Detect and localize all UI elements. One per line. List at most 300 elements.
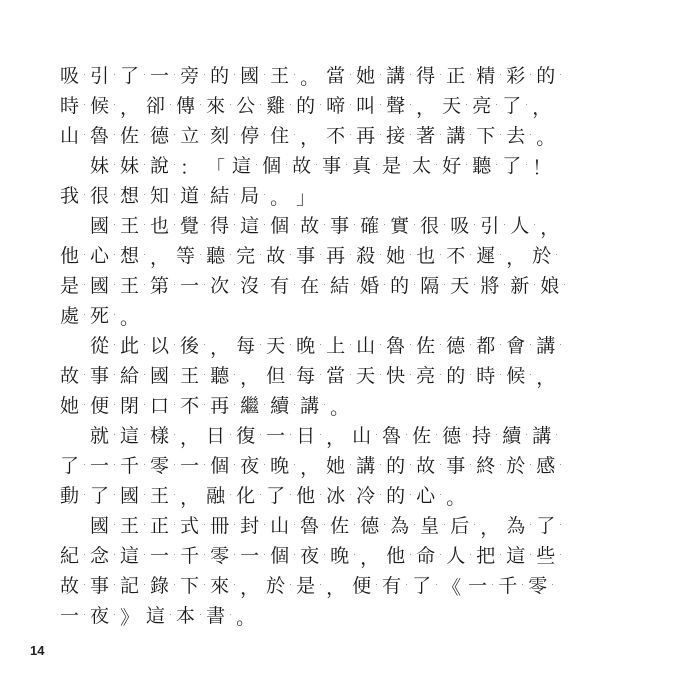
zhuyin-annotation: · (143, 132, 146, 139)
character-with-zhuyin: 娘 · (540, 275, 569, 297)
zhuyin-annotation: · (83, 372, 86, 379)
zhuyin-annotation: · (83, 72, 86, 79)
character-with-zhuyin: 心 · (416, 485, 445, 507)
zhuyin-annotation: · (173, 582, 176, 589)
punctuation: 。 (536, 126, 556, 149)
zhuyin-annotation: · (83, 492, 86, 499)
zhuyin-annotation: · (323, 282, 326, 289)
zhuyin-annotation: · (405, 582, 408, 589)
character-with-zhuyin: 再 · (356, 125, 385, 147)
zhuyin-annotation: · (499, 72, 502, 79)
character-with-zhuyin: 妹 · (120, 155, 149, 177)
character-with-zhuyin: 局 · (240, 185, 269, 207)
zhuyin-annotation: · (203, 192, 206, 199)
zhuyin-annotation: · (173, 552, 176, 559)
zhuyin-annotation: · (319, 372, 322, 379)
character-with-zhuyin: 了 · (90, 485, 119, 507)
character-with-zhuyin: 的 · (386, 485, 415, 507)
zhuyin-annotation: · (409, 102, 412, 109)
zhuyin-annotation: · (465, 432, 468, 439)
text-line (90, 421, 562, 451)
character-with-zhuyin: 一 · (240, 545, 269, 567)
text-line (60, 571, 558, 601)
character-with-zhuyin: 后 · (450, 515, 479, 537)
zhuyin-annotation: · (255, 162, 258, 169)
zhuyin-annotation: · (293, 282, 296, 289)
character-with-zhuyin: 天 · (450, 275, 479, 297)
zhuyin-annotation: · (83, 252, 86, 259)
zhuyin-annotation: · (323, 222, 326, 229)
zhuyin-annotation: · (409, 132, 412, 139)
character-with-zhuyin: 以 · (150, 335, 179, 357)
character-with-zhuyin: 晚 · (270, 455, 299, 477)
punctuation: 。 (270, 186, 290, 209)
character-with-zhuyin: 講 · (386, 65, 415, 87)
character-with-zhuyin: 持 · (472, 425, 501, 447)
punctuation: 」 (296, 186, 316, 209)
character-with-zhuyin: 將 · (480, 275, 509, 297)
zhuyin-annotation: · (233, 402, 236, 409)
character-with-zhuyin: 實 · (390, 215, 419, 237)
character-with-zhuyin: 他 · (60, 245, 89, 267)
character-with-zhuyin: 傳 · (176, 95, 205, 117)
zhuyin-annotation: · (203, 372, 206, 379)
character-with-zhuyin: 王 · (150, 485, 179, 507)
zhuyin-annotation: · (143, 192, 146, 199)
punctuation: ， (326, 576, 346, 599)
character-with-zhuyin: 的 · (390, 275, 419, 297)
zhuyin-annotation: · (113, 612, 116, 619)
zhuyin-annotation: · (559, 462, 562, 469)
zhuyin-annotation: · (143, 222, 146, 229)
zhuyin-annotation: · (113, 192, 116, 199)
zhuyin-annotation: · (285, 162, 288, 169)
zhuyin-annotation: · (473, 282, 476, 289)
zhuyin-annotation: · (349, 342, 352, 349)
character-with-zhuyin: 每 · (236, 335, 265, 357)
zhuyin-annotation: · (469, 462, 472, 469)
character-with-zhuyin: 千 · (180, 545, 209, 567)
zhuyin-annotation: · (113, 492, 116, 499)
zhuyin-annotation: · (263, 462, 266, 469)
punctuation: 。 (120, 306, 140, 329)
zhuyin-annotation: · (293, 522, 296, 529)
zhuyin-annotation: · (435, 432, 438, 439)
character-with-zhuyin: 此 · (120, 335, 149, 357)
text-line (60, 391, 356, 421)
zhuyin-annotation: · (499, 342, 502, 349)
zhuyin-annotation: · (203, 462, 206, 469)
character-with-zhuyin: 講 · (300, 395, 329, 417)
zhuyin-annotation: · (113, 432, 116, 439)
zhuyin-annotation: · (199, 252, 202, 259)
text-line (90, 211, 566, 241)
page-number: 14 (30, 643, 45, 658)
zhuyin-annotation: · (383, 522, 386, 529)
zhuyin-annotation: · (379, 132, 382, 139)
character-with-zhuyin: 千 · (120, 455, 149, 477)
character-with-zhuyin: 晚 · (296, 335, 325, 357)
zhuyin-annotation: · (521, 582, 524, 589)
character-with-zhuyin: 一 · (180, 275, 209, 297)
character-with-zhuyin: 王 · (120, 215, 149, 237)
zhuyin-annotation: · (383, 222, 386, 229)
zhuyin-annotation: · (233, 552, 236, 559)
character-with-zhuyin: 這 · (120, 425, 149, 447)
character-with-zhuyin: 零 · (210, 545, 239, 567)
zhuyin-annotation: · (439, 342, 442, 349)
character-with-zhuyin: 故 · (60, 365, 89, 387)
zhuyin-annotation: · (143, 72, 146, 79)
zhuyin-annotation: · (83, 312, 86, 319)
zhuyin-annotation: · (259, 342, 262, 349)
punctuation: 。 (236, 606, 256, 629)
zhuyin-annotation: · (289, 252, 292, 259)
zhuyin-annotation: · (263, 192, 266, 199)
zhuyin-annotation: · (379, 462, 382, 469)
punctuation: ， (480, 516, 500, 539)
zhuyin-annotation: · (83, 612, 86, 619)
punctuation: ， (120, 96, 140, 119)
character-with-zhuyin: 夜 · (90, 605, 119, 627)
zhuyin-annotation: · (203, 72, 206, 79)
character-with-zhuyin: 就 · (90, 425, 119, 447)
character-with-zhuyin: 引 · (480, 215, 509, 237)
zhuyin-annotation: · (469, 372, 472, 379)
zhuyin-annotation: · (529, 372, 532, 379)
zhuyin-annotation: · (113, 72, 116, 79)
zhuyin-annotation: · (173, 462, 176, 469)
zhuyin-annotation: · (173, 372, 176, 379)
zhuyin-annotation: · (469, 132, 472, 139)
zhuyin-annotation: · (143, 342, 146, 349)
zhuyin-annotation: · (409, 462, 412, 469)
character-with-zhuyin: 終 · (476, 455, 505, 477)
zhuyin-annotation: · (469, 72, 472, 79)
zhuyin-annotation: · (529, 552, 532, 559)
zhuyin-annotation: · (263, 72, 266, 79)
zhuyin-annotation: · (113, 402, 116, 409)
punctuation: ， (180, 426, 200, 449)
character-with-zhuyin: 著 · (416, 125, 445, 147)
character-with-zhuyin: 個 · (270, 215, 299, 237)
character-with-zhuyin: 個 · (270, 545, 299, 567)
zhuyin-annotation: · (173, 282, 176, 289)
character-with-zhuyin: 第 · (150, 275, 179, 297)
character-with-zhuyin: 的 · (386, 455, 415, 477)
character-with-zhuyin: 日 · (206, 425, 235, 447)
text-line (60, 601, 262, 631)
character-with-zhuyin: 每 · (296, 365, 325, 387)
zhuyin-annotation: · (229, 432, 232, 439)
zhuyin-annotation: · (379, 72, 382, 79)
zhuyin-annotation: · (559, 522, 562, 529)
character-with-zhuyin: 記 · (120, 575, 149, 597)
zhuyin-annotation: · (533, 222, 536, 229)
character-with-zhuyin: 命 · (416, 545, 445, 567)
character-with-zhuyin: 山 · (352, 425, 381, 447)
character-with-zhuyin: 故 · (60, 575, 89, 597)
zhuyin-annotation: · (113, 312, 116, 319)
zhuyin-annotation: · (203, 222, 206, 229)
character-with-zhuyin: 這 · (232, 155, 261, 177)
zhuyin-annotation: · (439, 492, 442, 499)
character-with-zhuyin: 聽 · (206, 245, 235, 267)
character-with-zhuyin: 零 · (528, 575, 557, 597)
character-with-zhuyin: 候 · (90, 95, 119, 117)
zhuyin-annotation: · (233, 132, 236, 139)
character-with-zhuyin: 聲 · (386, 95, 415, 117)
character-with-zhuyin: 妹 · (90, 155, 119, 177)
character-with-zhuyin: 一 · (266, 425, 295, 447)
zhuyin-annotation: · (465, 102, 468, 109)
character-with-zhuyin: 很 · (90, 185, 119, 207)
character-with-zhuyin: 天 · (266, 335, 295, 357)
character-with-zhuyin: 從 · (90, 335, 119, 357)
character-with-zhuyin: 是 · (382, 155, 411, 177)
character-with-zhuyin: 王 · (120, 515, 149, 537)
text-line (60, 361, 562, 391)
character-with-zhuyin: 亮 · (416, 365, 445, 387)
zhuyin-annotation: · (413, 522, 416, 529)
zhuyin-annotation: · (375, 582, 378, 589)
character-with-zhuyin: 於 · (506, 455, 535, 477)
character-with-zhuyin: 本 · (176, 605, 205, 627)
zhuyin-annotation: · (143, 492, 146, 499)
character-with-zhuyin: 人 · (446, 545, 475, 567)
text-line (60, 61, 566, 91)
character-with-zhuyin: 國 · (120, 485, 149, 507)
zhuyin-annotation: · (289, 432, 292, 439)
character-with-zhuyin: 來 · (210, 575, 239, 597)
zhuyin-annotation: · (113, 462, 116, 469)
zhuyin-annotation: · (353, 282, 356, 289)
character-with-zhuyin: 佐 · (120, 125, 149, 147)
zhuyin-annotation: · (319, 432, 322, 439)
character-with-zhuyin: 故 · (416, 455, 445, 477)
character-with-zhuyin: 天 · (356, 365, 385, 387)
zhuyin-annotation: · (113, 552, 116, 559)
character-with-zhuyin: 上 · (326, 335, 355, 357)
character-with-zhuyin: 些 · (536, 545, 565, 567)
zhuyin-annotation: · (143, 252, 146, 259)
zhuyin-annotation: · (173, 402, 176, 409)
zhuyin-annotation: · (293, 222, 296, 229)
character-with-zhuyin: 式 · (180, 515, 209, 537)
zhuyin-annotation: · (499, 372, 502, 379)
character-with-zhuyin: 是 · (296, 575, 325, 597)
zhuyin-annotation: · (259, 252, 262, 259)
zhuyin-annotation: · (173, 222, 176, 229)
text-line (60, 301, 146, 331)
character-with-zhuyin: 德 · (360, 515, 389, 537)
character-with-zhuyin: 人 · (510, 215, 539, 237)
character-with-zhuyin: 的 · (210, 65, 239, 87)
character-with-zhuyin: 有 · (270, 275, 299, 297)
text-line (90, 151, 558, 181)
character-with-zhuyin: 為 · (390, 515, 419, 537)
zhuyin-annotation: · (169, 102, 172, 109)
character-with-zhuyin: 不 · (446, 245, 475, 267)
zhuyin-annotation: · (289, 372, 292, 379)
zhuyin-annotation: · (263, 132, 266, 139)
zhuyin-annotation: · (555, 432, 558, 439)
character-with-zhuyin: 立 · (180, 125, 209, 147)
zhuyin-annotation: · (293, 402, 296, 409)
zhuyin-annotation: · (349, 102, 352, 109)
text-line (90, 331, 566, 361)
character-with-zhuyin: 晚 · (330, 545, 359, 567)
character-with-zhuyin: 時 · (60, 95, 89, 117)
zhuyin-annotation: · (83, 192, 86, 199)
character-with-zhuyin: 後 · (180, 335, 209, 357)
zhuyin-annotation: · (319, 582, 322, 589)
character-with-zhuyin: 閉 · (120, 395, 149, 417)
zhuyin-annotation: · (233, 582, 236, 589)
zhuyin-annotation: · (529, 132, 532, 139)
character-with-zhuyin: 殺 · (356, 245, 385, 267)
character-with-zhuyin: 千 · (498, 575, 527, 597)
character-with-zhuyin: 事 · (90, 365, 119, 387)
text-line (60, 181, 322, 211)
character-with-zhuyin: 在 · (300, 275, 329, 297)
character-with-zhuyin: 心 · (90, 245, 119, 267)
character-with-zhuyin: 個 · (262, 155, 291, 177)
character-with-zhuyin: 旁 · (180, 65, 209, 87)
zhuyin-annotation: · (199, 102, 202, 109)
character-with-zhuyin: 講 · (446, 125, 475, 147)
character-with-zhuyin: 候 · (506, 365, 535, 387)
zhuyin-annotation: · (143, 372, 146, 379)
zhuyin-annotation: · (173, 72, 176, 79)
zhuyin-annotation: · (233, 192, 236, 199)
character-with-zhuyin: 處 · (60, 305, 89, 327)
zhuyin-annotation: · (525, 162, 528, 169)
character-with-zhuyin: 說 · (150, 155, 179, 177)
punctuation: ， (240, 576, 260, 599)
zhuyin-annotation: · (293, 72, 296, 79)
character-with-zhuyin: 繼 · (240, 395, 269, 417)
zhuyin-annotation: · (263, 522, 266, 529)
character-with-zhuyin: 死 · (90, 305, 119, 327)
character-with-zhuyin: 她 · (356, 65, 385, 87)
character-with-zhuyin: 了 · (120, 65, 149, 87)
character-with-zhuyin: 口 · (150, 395, 179, 417)
character-with-zhuyin: 王 · (270, 65, 299, 87)
zhuyin-annotation: · (375, 162, 378, 169)
punctuation: 《 (442, 576, 462, 599)
zhuyin-annotation: · (83, 552, 86, 559)
zhuyin-annotation: · (173, 132, 176, 139)
zhuyin-annotation: · (233, 372, 236, 379)
character-with-zhuyin: 再 · (210, 395, 239, 417)
punctuation: 。 (330, 396, 350, 419)
zhuyin-annotation: · (229, 252, 232, 259)
character-with-zhuyin: 想 · (120, 185, 149, 207)
character-with-zhuyin: 引 · (90, 65, 119, 87)
character-with-zhuyin: 他 · (386, 545, 415, 567)
zhuyin-annotation: · (349, 132, 352, 139)
zhuyin-annotation: · (229, 612, 232, 619)
zhuyin-annotation: · (319, 252, 322, 259)
character-with-zhuyin: 山 · (356, 335, 385, 357)
punctuation: ， (540, 216, 560, 239)
zhuyin-annotation: · (503, 222, 506, 229)
character-with-zhuyin: 吸 · (450, 215, 479, 237)
punctuation: ， (240, 366, 260, 389)
character-with-zhuyin: 故 · (266, 245, 295, 267)
character-with-zhuyin: 不 · (326, 125, 355, 147)
character-with-zhuyin: 完 · (236, 245, 265, 267)
character-with-zhuyin: 國 · (240, 65, 269, 87)
character-with-zhuyin: 夜 · (240, 455, 269, 477)
zhuyin-annotation: · (203, 582, 206, 589)
character-with-zhuyin: 於 · (532, 245, 561, 267)
character-with-zhuyin: 一 · (180, 455, 209, 477)
zhuyin-annotation: · (499, 462, 502, 469)
zhuyin-annotation: · (83, 462, 86, 469)
zhuyin-annotation: · (405, 432, 408, 439)
punctuation: ， (300, 126, 320, 149)
character-with-zhuyin: 來 · (206, 95, 235, 117)
zhuyin-annotation: · (293, 132, 296, 139)
character-with-zhuyin: 一 · (150, 65, 179, 87)
zhuyin-annotation: · (319, 342, 322, 349)
zhuyin-annotation: · (143, 582, 146, 589)
zhuyin-annotation: · (439, 462, 442, 469)
punctuation: ， (300, 456, 320, 479)
zhuyin-annotation: · (551, 582, 554, 589)
character-with-zhuyin: 的 · (536, 65, 565, 87)
zhuyin-annotation: · (379, 252, 382, 259)
zhuyin-annotation: · (323, 402, 326, 409)
zhuyin-annotation: · (443, 222, 446, 229)
character-with-zhuyin: 佐 · (416, 335, 445, 357)
character-with-zhuyin: 事 · (322, 155, 351, 177)
character-with-zhuyin: 山 · (270, 515, 299, 537)
zhuyin-annotation: · (263, 282, 266, 289)
zhuyin-annotation: · (469, 552, 472, 559)
character-with-zhuyin: 真 · (352, 155, 381, 177)
zhuyin-annotation: · (443, 282, 446, 289)
character-with-zhuyin: 樣 · (150, 425, 179, 447)
character-with-zhuyin: 講 · (356, 455, 385, 477)
character-with-zhuyin: 好 · (442, 155, 471, 177)
zhuyin-annotation: · (143, 162, 146, 169)
character-with-zhuyin: 想 · (120, 245, 149, 267)
zhuyin-annotation: · (113, 342, 116, 349)
zhuyin-annotation: · (495, 102, 498, 109)
zhuyin-annotation: · (353, 552, 356, 559)
character-with-zhuyin: 佐 · (330, 515, 359, 537)
character-with-zhuyin: 故 · (292, 155, 321, 177)
zhuyin-annotation: · (495, 432, 498, 439)
zhuyin-annotation: · (113, 372, 116, 379)
zhuyin-annotation: · (83, 132, 86, 139)
punctuation: ， (326, 426, 346, 449)
character-with-zhuyin: 隔 · (420, 275, 449, 297)
zhuyin-annotation: · (499, 132, 502, 139)
character-with-zhuyin: 這 · (240, 215, 269, 237)
character-with-zhuyin: 了 · (536, 515, 565, 537)
character-with-zhuyin: 了 · (60, 455, 89, 477)
character-with-zhuyin: 結 · (330, 275, 359, 297)
zhuyin-annotation: · (349, 462, 352, 469)
punctuation: ， (150, 246, 170, 269)
zhuyin-annotation: · (563, 282, 566, 289)
character-with-zhuyin: 冷 · (356, 485, 385, 507)
zhuyin-annotation: · (203, 522, 206, 529)
